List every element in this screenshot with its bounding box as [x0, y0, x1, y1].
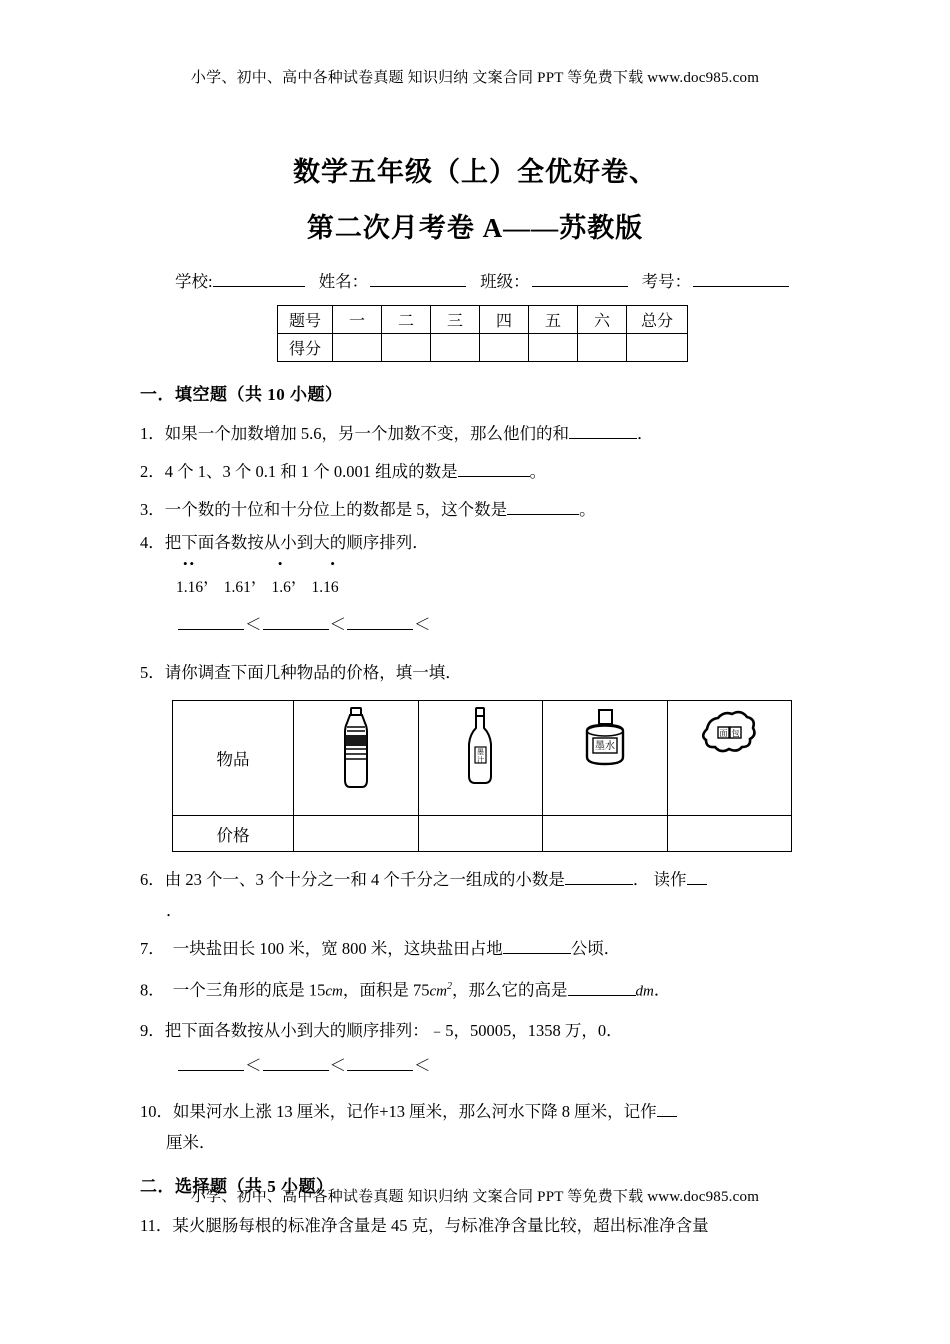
repeat-head-2: 1.61 [223, 579, 251, 596]
question-4-values [176, 556, 830, 596]
price-cell-3[interactable] [543, 816, 668, 852]
q4-lt-3: ＜ [414, 615, 431, 634]
score-cell-3[interactable] [431, 334, 480, 362]
question-1-blank[interactable] [569, 422, 637, 439]
repeat-digits-1: 16 [187, 579, 204, 596]
goods-price-row [173, 816, 792, 852]
repeat-dots-3: • [277, 556, 285, 571]
score-table [277, 305, 688, 362]
question-4-number: 4． [140, 533, 165, 552]
student-info-row [175, 268, 795, 292]
question-11-text: 某火腿肠每根的标准净含量是 45 克，与标准净含量比较，超出标准净含量 [172, 1215, 709, 1235]
q4-lt-1: ＜ [245, 615, 262, 634]
score-cell-6[interactable] [578, 334, 627, 362]
question-1 [140, 418, 830, 449]
q9-lt-1: ＜ [245, 1055, 262, 1075]
section-heading-multiple-choice: 二．选择题（共 5 小题） [140, 1176, 334, 1196]
question-11-number: 11． [140, 1215, 173, 1235]
name-field[interactable] [319, 272, 467, 291]
ink-bottle-icon [445, 707, 515, 793]
svg-text:墨水: 墨水 [594, 741, 615, 752]
goods-item-cell-3 [543, 701, 668, 816]
question-8-unit-2-exponent: 2 [447, 981, 452, 992]
question-9-text: 把下面各数按从小到大的顺序排列：﹣5，50005，1358 万，0． [164, 1020, 623, 1040]
q4-answer-blank-2[interactable] [263, 613, 329, 630]
exam-content [140, 380, 830, 1248]
footer-watermark: 小学、初中、高中各种试卷真题 知识归纳 文案合同 PPT 等免费下载 www.doc985.com [190, 1189, 760, 1205]
repeating-decimal-2 [223, 569, 251, 596]
score-table-col-5: 五 [529, 306, 578, 334]
question-5-text: 请你调查下面几种物品的价格，填一填． [164, 663, 462, 682]
goods-price-table [172, 700, 792, 852]
sep-3: ， [290, 568, 308, 587]
repeat-digits-4: 6 [330, 579, 339, 596]
price-cell-1[interactable] [294, 816, 419, 852]
goods-item-cell-2 [418, 701, 543, 816]
question-7-text: 一块盐田长 100 米，宽 800 米，这块盐田占地 [172, 939, 503, 958]
repeating-decimal-1 [176, 556, 204, 596]
question-8-unit-2: cm [429, 983, 447, 1000]
question-2-text: 4 个 1、3 个 0.1 和 1 个 0.001 组成的数是 [164, 462, 458, 481]
score-table-col-4: 四 [480, 306, 529, 334]
score-cell-1[interactable] [333, 334, 382, 362]
school-blank[interactable] [213, 286, 305, 287]
question-3-suffix: 。 [579, 500, 596, 519]
question-4-text: 把下面各数按从小到大的顺序排列． [164, 533, 429, 552]
q4-answer-blank-3[interactable] [347, 613, 413, 630]
svg-text:包: 包 [731, 729, 740, 738]
question-6 [140, 864, 830, 926]
class-blank[interactable] [532, 286, 628, 287]
price-cell-4[interactable] [667, 816, 792, 852]
question-5-number: 5． [140, 663, 165, 682]
question-6-blank-2[interactable] [687, 868, 707, 885]
question-7-blank[interactable] [503, 937, 571, 954]
svg-text:墨: 墨 [477, 748, 485, 756]
sep-1: ， [203, 568, 220, 587]
question-7-number: 7． [140, 939, 165, 958]
question-1-number: 1． [140, 424, 165, 443]
repeating-decimal-3 [271, 556, 291, 596]
question-8-text-2: ，面积是 75 [342, 980, 430, 1000]
school-label: 学校: [175, 272, 213, 291]
question-8-unit-3: dm [635, 983, 654, 1000]
q9-lt-2: ＜ [329, 1055, 346, 1075]
question-6-number: 6． [140, 870, 165, 889]
price-cell-2[interactable] [418, 816, 543, 852]
question-8 [140, 971, 830, 1008]
score-cell-4[interactable] [480, 334, 529, 362]
question-10-blank[interactable] [657, 1100, 677, 1117]
question-3-number: 3． [140, 500, 165, 519]
svg-text:汁: 汁 [477, 756, 485, 764]
question-6-suffix: ． [166, 901, 183, 920]
question-7-suffix: 公顷． [570, 939, 621, 958]
score-table-col-2: 二 [382, 306, 431, 334]
question-11 [140, 1210, 830, 1241]
inkwell-icon [570, 707, 640, 793]
school-field[interactable] [175, 272, 305, 291]
q4-lt-2: ＜ [329, 615, 346, 634]
sep-2: ， [250, 568, 268, 587]
question-8-text-1: 一个三角形的底是 15 [172, 980, 326, 1000]
name-blank[interactable] [370, 286, 466, 287]
class-label: 班级： [480, 272, 530, 291]
goods-item-cell-1 [294, 701, 419, 816]
q4-answer-blank-1[interactable] [178, 613, 244, 630]
q9-lt-3: ＜ [414, 1055, 431, 1075]
question-8-text-3: ，那么它的高是 [452, 980, 568, 1000]
title-line-1: 数学五年级（上）全优好卷、 [293, 157, 657, 187]
score-table-row-label-1: 题号 [278, 306, 333, 334]
exam-number-label: 考号： [641, 272, 692, 291]
question-3-text: 一个数的十位和十分位上的数都是 5，这个数是 [164, 500, 508, 519]
question-6-text: 由 23 个一、3 个十分之一和 4 个千分之一组成的小数是 [164, 870, 565, 889]
score-table-col-3: 三 [431, 306, 480, 334]
goods-items-row [173, 701, 792, 816]
goods-row-label: 物品 [173, 701, 294, 816]
page-title [0, 144, 950, 256]
repeat-head-text-4: 1.1 [311, 579, 331, 596]
question-9-number: 9． [140, 1020, 165, 1040]
question-7 [140, 933, 830, 964]
score-table-col-1: 一 [333, 306, 382, 334]
repeat-head-4 [312, 578, 339, 598]
goods-item-cell-4 [667, 701, 792, 816]
repeat-head-3 [272, 578, 291, 598]
water-bottle-icon [321, 707, 391, 793]
question-1-text: 如果一个加数增加 5.6，另一个加数不变，那么他们的和 [164, 424, 569, 443]
question-9 [140, 1015, 830, 1046]
score-table-row-label-2: 得分 [278, 334, 333, 362]
score-cell-2[interactable] [382, 334, 431, 362]
question-10 [140, 1096, 830, 1158]
question-8-number: 8． [140, 980, 165, 1000]
bread-icon [694, 707, 764, 793]
repeat-head-text-1: 1. [176, 579, 188, 596]
question-10-text: 如果河水上涨 13 厘米，记作+13 厘米，那么河水下降 8 厘米，记作 [173, 1101, 657, 1121]
question-5 [140, 657, 830, 688]
question-10-suffix: 厘米． [166, 1132, 216, 1152]
price-row-label: 价格 [173, 816, 294, 852]
repeat-dots-4: • [330, 556, 337, 571]
exam-number-blank[interactable] [693, 286, 789, 287]
svg-text:面: 面 [719, 729, 728, 738]
question-6-mid: ． 读作 [632, 870, 687, 889]
question-2-blank[interactable] [458, 460, 530, 477]
score-table-score-row [278, 334, 688, 362]
question-2-suffix: 。 [529, 462, 547, 481]
question-2-number: 2． [140, 462, 165, 481]
repeating-decimal-4 [311, 556, 339, 596]
q9-answer-blank-2[interactable] [263, 1054, 329, 1071]
q9-answer-blank-1[interactable] [178, 1054, 244, 1071]
score-cell-5[interactable] [529, 334, 578, 362]
repeat-head-text-3: 1. [271, 579, 284, 596]
score-table-header-row [278, 306, 688, 334]
title-line-2: 第二次月考卷 A——苏教版 [306, 213, 644, 243]
score-table-col-6: 六 [578, 306, 627, 334]
question-8-unit-1: cm [325, 983, 343, 1000]
question-4 [140, 527, 830, 558]
header-watermark: 小学、初中、高中各种试卷真题 知识归纳 文案合同 PPT 等免费下载 www.doc985.com [190, 70, 760, 86]
question-8-text-4: ． [653, 980, 671, 1000]
question-8-blank[interactable] [568, 979, 636, 996]
question-3-blank[interactable] [507, 498, 579, 515]
repeat-head-1 [176, 578, 203, 598]
exam-number-field[interactable] [642, 272, 790, 291]
question-3 [140, 494, 830, 525]
section-heading-fill-in-blank: 一．填空题（共 10 小题） [140, 385, 343, 404]
name-label: 姓名： [318, 272, 369, 291]
class-field[interactable] [480, 272, 628, 291]
question-1-suffix: ． [637, 424, 654, 443]
question-6-blank-1[interactable] [565, 868, 633, 885]
question-4-answer-line [178, 611, 830, 635]
score-table-total-header: 总分 [627, 306, 688, 334]
question-9-answer-line [178, 1052, 830, 1076]
question-10-number: 10． [140, 1101, 173, 1121]
repeat-dots-1: •• [183, 556, 197, 571]
score-cell-total[interactable] [627, 334, 688, 362]
repeat-digits-3: 6 [283, 579, 291, 596]
q9-answer-blank-3[interactable] [347, 1054, 413, 1071]
question-2 [140, 456, 830, 487]
